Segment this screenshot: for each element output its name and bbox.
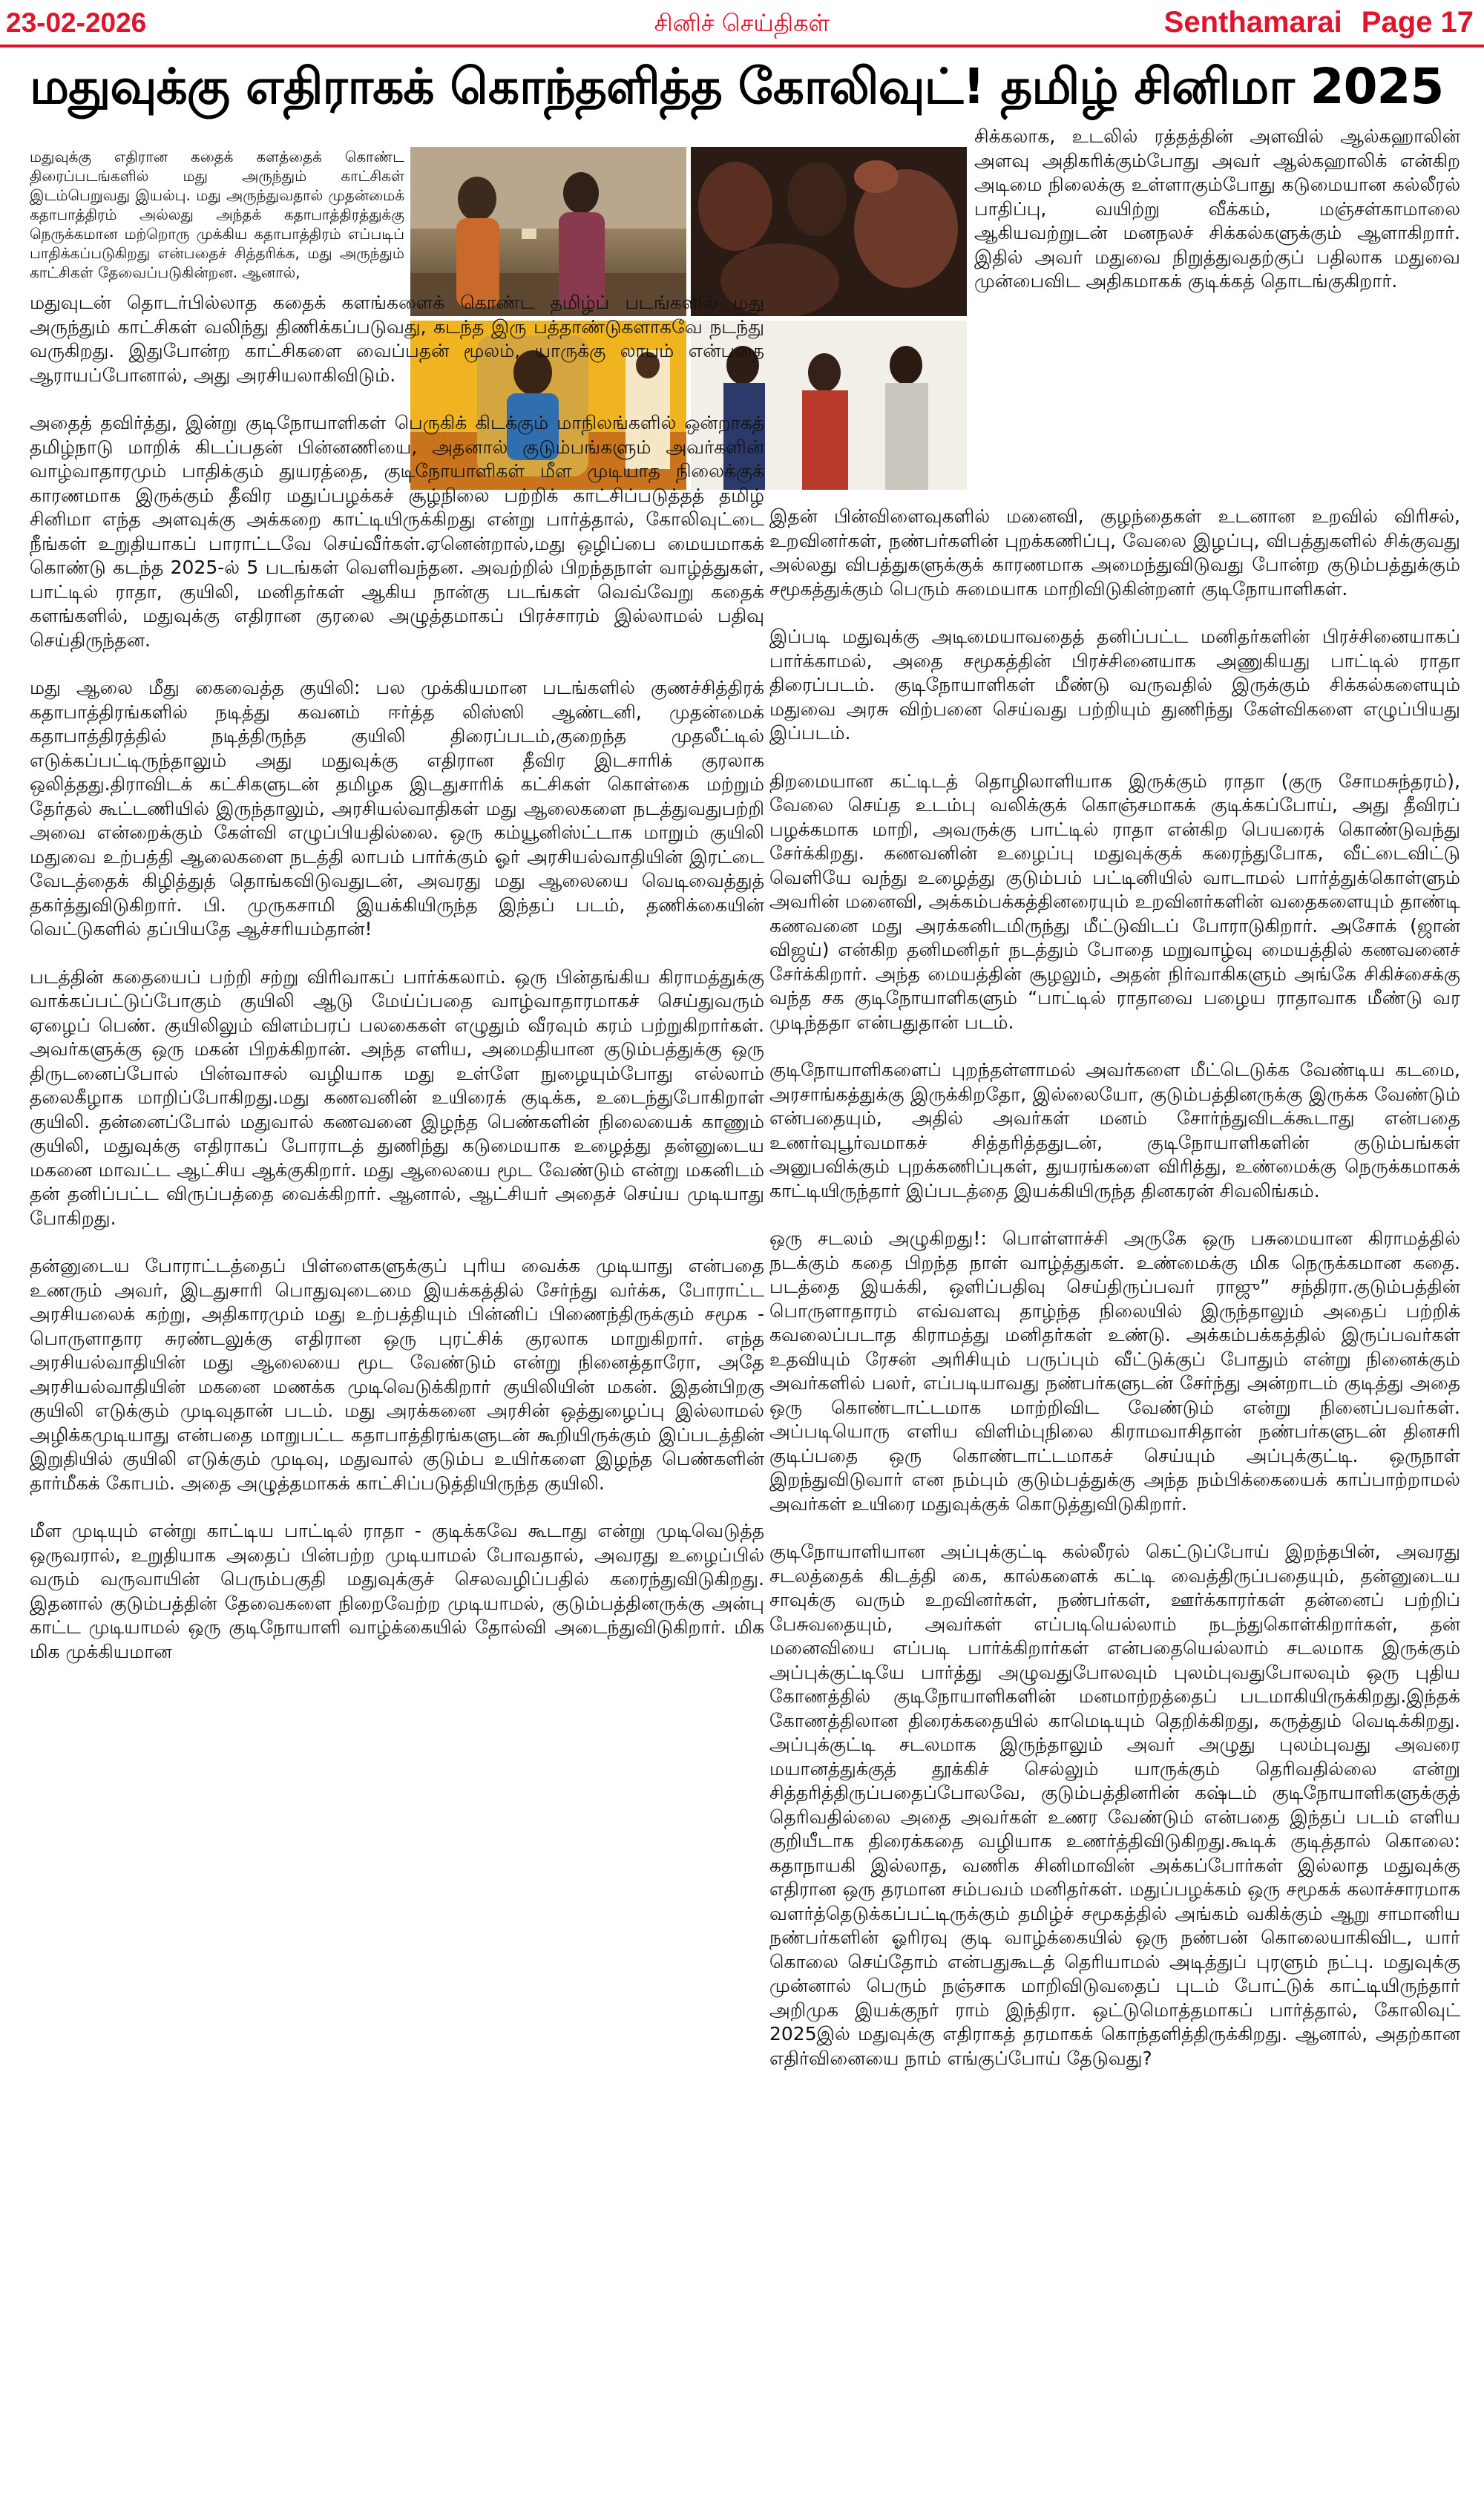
article-headline: மதுவுக்கு எதிராகக் கொந்தளித்த கோலிவுட்! தமிழ் சினிமா 2025 (30, 58, 1444, 115)
masthead (1145, 6, 1474, 39)
page-number: Page 17 (1361, 6, 1474, 39)
paragraph: மதுவுடன் தொடர்பில்லாத கதைக் களங்களைக் கொண்ட தமிழ்ப் படங்களில் மது அருந்தும் காட்சிகள் வலிந்து திணிக்கப்படுவது, கடந்த இரு பத்தாண்டுகளாகவே நடந்து வருகிறது. இதுபோன்ற காட்சிகளை வைப்பதன் மூலம், யாருக்கு லாபம் என்பதை ஆராயப்போனால், அது அரசியலாகிவிடும். (30, 292, 764, 386)
paragraph: மதுவுக்கு எதிரான கதைக் களத்தைக் கொண்ட திரைப்படங்களில் மது அருந்தும் காட்சிகள் இடம்பெறுவது இயல்பு. மது அருந்துவதால் முதன்மைக் கதாபாத்திரம் அல்லது அந்தக் கதாபாத்திரத்துக்கு நெருக்கமான மற்றொரு முக்கிய கதாபாத்திரம் எப்படிப் பாதிக்கப்படுகிறது என்பதைச் சித்தரிக்க, மது அருந்தும் காட்சிகள் தேவைப்படுகின்றன. ஆனால், (30, 148, 404, 281)
paragraph: மது ஆலை மீது கைவைத்த குயிலி: பல முக்கியமான படங்களில் குணச்சித்திரக் கதாபாத்திரங்களில் நடித்து கவனம் ஈர்த்த லிஸ்ஸி ஆண்டனி, முதன்மைக் கதாபாத்திரத்தில் நடித்திருந்த குயிலி திரைப்படம்,குறைந்த முதலீட்டில் எடுக்கப்பட்டிருந்தாலும் அது மதுவுக்கு எதிரான தீவிர இடசாரிக் குரலாக ஒலித்தது.திராவிடக் கட்சிகளுடன் தமிழக இடதுசாரிக் கட்சிகள் கொள்கை மற்றும் தேர்தல் கூட்டணியில் இருந்தாலும், அரசியல்வாதிகள் மது ஆலைகளை நடத்துவதுபற்றி அவை என்றைக்கும் கேள்வி எழுப்பியதில்லை. ஒரு கம்யூனிஸ்ட்டாக மாறும் குயிலி மதுவை உற்பத்தி ஆலைகளை நடத்தி லாபம் பார்க்கும் ஓர் அரசியல்வாதியின் இரட்டை வேடத்தைக் கிழித்துத் தொங்கவிடுவதுடன், அவரது மது ஆலையை வெடிவைத்துத் தகர்த்துவிடுகிறார். பி. முருகசாமி இயக்கியிருந்த இந்தப் படம், தணிக்கையின் வெட்டுகளில் தப்பியதே ஆச்சரியம்தான்! (30, 677, 764, 940)
paragraph: திறமையான கட்டிடத் தொழிலாளியாக இருக்கும் ராதா (குரு சோமசுந்தரம்), வேலை செய்த உடம்பு வலிக்குக் கொஞ்சமாகக் குடிக்கப்போய், அது தீவிரப் பழக்கமாக மாறி, அவருக்கு பாட்டில் ராதா என்கிற பெயரைக் கொண்டுவந்து சேர்க்கிறது. கணவனின் உழைப்பு மதுவுக்குக் கரைந்துபோக, வீட்டைவிட்டு வெளியே வந்து உழைத்து குடும்பம் பட்டினியில் வாடாமல் பார்த்துக்கொள்ளும் அவரின் மனைவி, அக்கம்பக்கத்தினரையும் உறவினர்களின் வதைகளையும் தாண்டி கணவனை மது அரக்கனிடமிருந்து மீட்டுவிடப் போராடுகிறார். அசோக் (ஜான் விஜய்) என்கிற தனிமனிதர் நடத்தும் போதை மறுவாழ்வு மையத்தில் கணவனைச் சேர்க்கிறார். அந்த மையத்தின் சூழலும், அதன் நிர்வாகிகளும் அங்கே சிகிச்சைக்கு வந்த சக குடிநோயாளிகளும் “பாட்டில் ராதாவை பழைய ராதாவாக மீண்டு வர முடிந்ததா என்பதுதான் படம். (769, 770, 1460, 1033)
paragraph: அதைத் தவிர்த்து, இன்று குடிநோயாளிகள் பெருகிக் கிடக்கும் மாநிலங்களில் ஒன்றாகத் தமிழ்நாடு மாறிக் கிடப்பதன் பின்னணியை, அதனால் குடும்பங்களும் அவர்களின் வாழ்வாதாரமும் பாதிக்கும் துயரத்தை, குடிநோயாளிகள் மீள முடியாத நிலைக்குக் காரணமாக இருக்கும் தீவிர மதுப்பழக்கச் சூழ்நிலை பற்றிக் காட்சிப்படுத்தத் தமிழ் சினிமா எந்த அளவுக்கு அக்கறை காட்டியிருக்கிறது என்று பார்த்தால், கோலிவுட்டை நீங்கள் உறுதியாகப் பாராட்டவே செய்வீர்கள்.ஏனென்றால்,மது ஒழிப்பை மையமாகக் கொண்டு கடந்த 2025-ல் 5 படங்கள் வெளிவந்தன. அவற்றில் பிறந்தநாள் வாழ்த்துகள், பாட்டில் ராதா, குயிலி, மனிதர்கள் ஆகிய நான்கு படங்கள் வெவ்வேறு கதைக் களங்களில், மதுவுக்கு எதிரான குரலை அழுத்தமாகப் பிரச்சாரம் இல்லாமல் பதிவு செய்திருந்தன. (30, 412, 764, 651)
article-left-column (30, 291, 764, 1664)
paragraph: ஒரு சடலம் அழுகிறது!: பொள்ளாச்சி அருகே ஒரு பசுமையான கிராமத்தில் நடக்கும் கதை பிறந்த நாள் வாழ்த்துகள். உண்மைக்கு மிக நெருக்கமான கதை. படத்தை இயக்கி, ஒளிப்பதிவு செய்திருப்பவர் ராஜு” சந்திரா.குடும்பத்தின் பொருளாதாரம் எவ்வளவு தாழ்ந்த நிலையில் இருந்தாலும் அதைப் பற்றிக் கவலைப்படாத கிராமத்து மனிதர்கள் உண்டு. அக்கம்பக்கத்தில் இருப்பவர்கள் உதவியும் ரேசன் அரிசியும் பருப்பும் வீட்டுக்குப் போதும் என்று நினைக்கும் அவர்களில் பலர், எப்படியாவது நண்பர்களுடன் சேர்ந்து அன்றாடம் குடித்து அதை ஒரு கொண்டாட்டமாக மாற்றிவிட வேண்டும் என்று நினைப்பவர்கள். அப்படியொரு எளிய விளிம்புநிலை கிராமவாசிதான் நண்பர்களுடன் தினசரி குடிப்பதை ஒரு கொண்டாட்டமாகச் செய்யும் அப்புக்குட்டி. ஒருநாள் இறந்துவிடுவார் என நம்பும் குடும்பத்துக்கு அந்த நம்பிக்கையைக் காப்பாற்றாமல் அவர்கள் உயிரை மதுவுக்குக் கொடுத்துவிடுகிறார். (769, 1227, 1460, 1515)
paragraph: படத்தின் கதையைப் பற்றி சற்று விரிவாகப் பார்க்கலாம். ஒரு பின்தங்கிய கிராமத்துக்கு வாக்கப்பட்டுப்போகும் குயிலி ஆடு மேய்ப்பதை வாழ்வாதாரமாகச் செய்துவரும் ஏழைப் பெண். குயிலிலும் விளம்பரப் பலகைகள் எழுதும் வீரவும் கரம் பற்றுகிறார்கள். அவர்களுக்கு ஒரு மகன் பிறக்கிறான். அந்த எளிய, அமைதியான குடும்பத்துக்கு ஒரு திருடனைப்போல் பின்வாசல் வழியாக மது உள்ளே நுழையும்போது எல்லாம் தலைகீழாக மாறிப்போகிறது.மது கணவனின் உயிரைக் குடிக்க, உடைந்துபோகிறாள் குயிலி. தன்னைப்போல் மதுவால் கணவனை இழந்த பெண்களின் நிலையைக் காணும் குயிலி, மதுவுக்கு எதிராகப் போராடத் துணிந்து கடுமையாக உழைத்து தன்னுடைய மகனை மாவட்ட ஆட்சிய ஆக்குகிறார். மது ஆலையை மூட வேண்டும் என்று மகனிடம் தன் தனிப்பட்ட விருப்பத்தை வைக்கிறார். ஆனால், ஆட்சியர் அதைச் செய்ய முடியாது போகிறது. (30, 965, 764, 1229)
article-right-column (769, 505, 1460, 2071)
paragraph: இப்படி மதுவுக்கு அடிமையாவதைத் தனிப்பட்ட மனிதர்களின் பிரச்சினையாகப் பார்க்காமல், அதை சமூகத்தின் பிரச்சினையாக அணுகியது பாட்டில் ராதா திரைப்படம். குடிநோயாளிகள் மீண்டு வருவதில் இருக்கும் சிக்கல்களையும் மதுவை அரசு விற்பனை செய்வது பற்றியும் துணிந்து கேள்விகளை எழுப்பியது இப்படம். (769, 626, 1460, 744)
issue-date: 23-02-2026 (6, 7, 147, 38)
paragraph: தன்னுடைய போராட்டத்தைப் பிள்ளைகளுக்குப் புரிய வைக்க முடியாது என்பதை உணரும் அவர், இடதுசாரி பொதுவுடைமை இயக்கத்தில் சேர்ந்து வர்க்க, போராட்ட அரசியலைக் கற்று, அதிகாரமும் மது உற்பத்தியும் பின்னிப் பிணைந்திருக்கும் சமூக - பொருளாதார சுரண்டலுக்கு எதிரான ஒரு புரட்சிக் குரலாக மாறுகிறார். எந்த அரசியல்வாதியின் மது ஆலையை மூட வேண்டும் என்று நினைத்தாரோ, அதே அரசியல்வாதியின் மகனை மணக்க முடிவெடுக்கிறார் குயிலியின் மகன். இதன்பிறகு குயிலி எடுக்கும் முடிவுதான் படம். மது அரக்கனை அரசின் ஒத்துழைப்பு இல்லாமல் அழிக்கமுடியாது என்பதை மாறுபட்ட கதாபாத்திரங்களுடன் கூறியிருக்கும் இப்படத்தின் இறுதியில் குயிலி எடுக்கும் முடிவு, மதுவால் குடும்ப உயிர்களை இழந்த பெண்களின் தார்மீகக் கோபம். அதை அழுத்தமாகக் காட்சிப்படுத்தியிருந்த குயிலி. (30, 1255, 764, 1494)
publication-name: Senthamarai (1163, 6, 1342, 39)
paragraph: இதன் பின்விளைவுகளில் மனைவி, குழந்தைகள் உடனான உறவில் விரிசல், உறவினர்கள், நண்பர்களின் புறக்கணிப்பு, வேலை இழப்பு, விபத்துகளில் சிக்குவது அல்லது விபத்துகளுக்குக் காரணமாக அமைந்துவிடுவது போன்ற குடும்பத்துக்கும் சமூகத்துக்கும் பெரும் சுமையாக மாறிவிடுகின்றனர் குடிநோயாளிகள். (769, 505, 1460, 600)
section-title: சினிச் செய்திகள் (654, 9, 830, 37)
paragraph: சிக்கலாக, உடலில் ரத்தத்தின் அளவில் ஆல்கஹாலின் அளவு அதிகரிக்கும்போது அவர் ஆல்கஹாலிக் என்கிற அடிமை நிலைக்கு உள்ளாகும்போது கடுமையான கல்லீரல் பாதிப்பு, வயிற்று வீக்கம், மஞ்சள்காமாலை ஆகியவற்றுடன் மனநலச் சிக்கல்களுக்கும் ஆளாகிறார். இதில் அவர் மதுவை நிறுத்துவதற்குப் பதிலாக மதுவை முன்பைவிட அதிகமாகக் குடிக்கத் தொடங்குகிறார். (974, 125, 1460, 292)
paragraph: மீள முடியும் என்று காட்டிய பாட்டில் ராதா - குடிக்கவே கூடாது என்று முடிவெடுத்த ஒருவரால், உறுதியாக அதைப் பின்பற்ற முடியாமல் போவதால், அவரது உழைப்பில் வரும் வருவாயின் பெரும்பகுதி மதுவுக்குச் செலவழிப்பதில் கரைந்துவிடுகிறது. இதனால் குடும்பத்தின் தேவைகளை நிறைவேற்ற முடியாமல், குடும்பத்தினருக்கு அன்பு காட்ட முடியாமல் ஒரு குடிநோயாளி வாழ்க்கையில் தோல்வி அடைந்துவிடுகிறார். மிக மிக முக்கியமான (30, 1520, 764, 1662)
paragraph: குடிநோயாளிகளைப் புறந்தள்ளாமல் அவர்களை மீட்டெடுக்க வேண்டிய கடமை, அரசாங்கத்துக்கு இருக்கிறதோ, இல்லையோ, குடும்பத்தினருக்கு இருக்க வேண்டும் என்பதையும், அதில் அவர்கள் மனம் சோர்ந்துவிடக்கூடாது என்பதை உணர்வுபூர்வமாகச் சித்தரித்ததுடன், குடிநோயாளிகளின் குடும்பங்கள் அனுபவிக்கும் புறக்கணிப்புகள், துயரங்களை விரித்து, உண்மைக்கு நெருக்கமாகக் காட்டியிருந்தார் இப்படத்தை இயக்கியிருந்த தினகரன் சிவலிங்கம். (769, 1059, 1460, 1201)
paragraph: குடிநோயாளியான அப்புக்குட்டி கல்லீரல் கெட்டுப்போய் இறந்தபின், அவரது சடலத்தைக் கிடத்தி கை, கால்களைக் கட்டி வைத்திருப்பதையும், தன்னுடைய சாவுக்கு வரும் உறவினர்கள், நண்பர்கள், ஊர்க்காரர்கள் தன்னைப் பற்றிப் பேசுவதையும், அவர்கள் எப்படியெல்லாம் நடந்துகொள்கிறார்கள், தன் மனைவியை எப்படி பார்க்கிறார்கள் என்பதையெல்லாம் சடலமாக இருக்கும் அப்புக்குட்டியே பார்த்து அழுவதுபோலவும் புலம்புவதுபோலவும் ஒரு புதிய கோணத்தில் குடிநோயாளிகளின் மனமாற்றத்தைப் படமாகியிருக்கிறது.இந்தக் கோணத்திலான திரைக்கதையில் காமெடியும் தெறிக்கிறது, கருத்தும் வெடிக்கிறது. அப்புக்குட்டி சடலமாக இருந்தாலும் அவர் அழுது புலம்புவது அவரை மயானத்துக்குத் தூக்கிச் செல்லும் யாருக்கும் தெரிவதில்லை என்று சித்தரித்திருப்பதைப்போலவே, குடும்பத்தினரின் கஷ்டம் குடிநோயாளிகளுக்குத் தெரிவதில்லை அதை அவர்கள் உணர வேண்டும் என்பதை இந்தப் படம் எளிய குறியீடாக திரைக்கதை வழியாக உணர்த்திவிடுகிறது.கூடிக் குடித்தால் கொலை: கதாநாயகி இல்லாத, வணிக சினிமாவின் அக்கப்போர்கள் இல்லாத மதுவுக்கு எதிரான ஒரு தரமான சம்பவம் மனிதர்கள். மதுப்பழக்கம் ஒரு சமூகக் கலாச்சாரமாக வளர்த்தெடுக்கப்பட்டிருக்கும் தமிழ்ச் சமூகத்தில் அங்கம் வகிக்கும் ஆறு சாமானிய நண்பர்களின் ஓரிரவு குடி வாழ்க்கையில் ஒரு நண்பன் கொலையாகிவிட, யார் கொலை செய்தோம் என்பதுகூடத் தெரியாமல் அடித்துப் புரளும் நட்பு. மதுவுக்கு முன்னால் பெரும் நஞ்சாக மாறிவிடுவதைப் புடம் போட்டுக் காட்டியிருந்தார் அறிமுக இயக்குநர் ராம் இந்திரா. ஒட்டுமொத்தமாகப் பார்த்தால், கோலிவுட் 2025இல் மதுவுக்கு எதிராகத் தரமாகக் கொந்தளித்திருக்கிறது. ஆனால், அதற்கான எதிர்வினையை நாம் எங்குப்போய் தேடுவது? (769, 1541, 1460, 2069)
article-right-top-column (974, 125, 1460, 294)
article-intro-column (30, 147, 404, 282)
